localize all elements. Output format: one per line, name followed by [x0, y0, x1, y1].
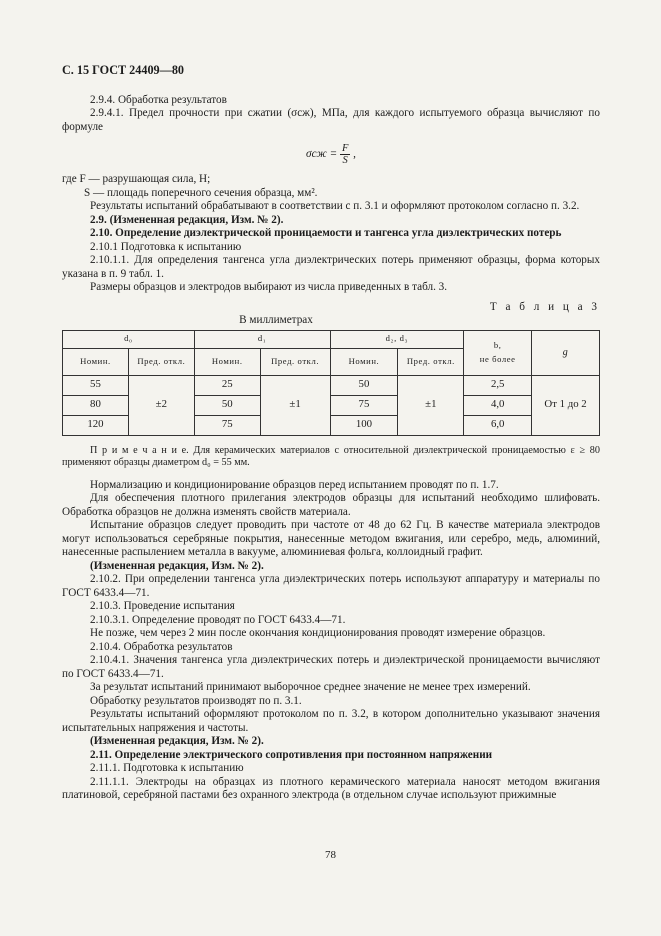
paragraph: 2.11.1.1. Электроды на образцах из плотного керамического материала наносят методом вжигания платиновой, серебряной пастами без охранного электрода (в отдельном случае используют прижимные	[62, 775, 600, 801]
section-2-10-cont	[62, 479, 600, 803]
paragraph: Испытание образцов следует проводить при частоте от 48 до 62 Гц. В качестве материала электродов могут использоваться серебряные покрытия, нанесенные методом вжигания, или серебро, медь, алюминий, нанесенные распылением металла в вакууме, алюминиевая фольга, коллоидный графит.	[62, 519, 600, 558]
formula-lhs: σсж =	[306, 148, 340, 161]
table-cell: ±1	[260, 375, 330, 435]
sub-nominal: Номин.	[194, 348, 260, 375]
table-cell: 4,0	[464, 395, 532, 415]
formula-denominator: S	[342, 155, 348, 166]
sub-nominal: Номин.	[330, 348, 398, 375]
table-cell: 50	[194, 395, 260, 415]
col-d0: d₀	[63, 330, 195, 348]
paragraph: Результаты испытаний обрабатывают в соответствии с п. 3.1 и оформляют протоколом согласно п. 3.2.	[90, 200, 580, 212]
paragraph: 2.10.1 Подготовка к испытанию	[90, 240, 242, 253]
section-2-9-4	[62, 94, 600, 135]
col-d2-d3: d₂, d₃	[330, 330, 464, 348]
section-2-10	[62, 200, 600, 295]
paragraph: 2.10.3. Проведение испытания	[90, 600, 235, 612]
paragraph: (Измененная редакция, Изм. № 2).	[90, 559, 264, 572]
paragraph: Нормализацию и кондиционирование образцов перед испытанием проводят по п. 1.7.	[90, 478, 499, 491]
table-note	[62, 445, 600, 470]
table-caption: Т а б л и ц а 3	[489, 300, 600, 313]
formula-fraction	[340, 143, 350, 166]
formula-tail: ,	[353, 148, 356, 161]
paragraph: 2.9. (Измененная редакция, Изм. № 2).	[90, 213, 284, 226]
paragraph: Не позже, чем через 2 мин после окончания кондиционирования проводят измерение образцов.	[90, 627, 546, 639]
table-units: В миллиметрах	[239, 314, 313, 326]
paragraph: 2.9.4. Обработка результатов	[90, 93, 227, 106]
formula-numerator: F	[341, 143, 349, 154]
page-header: С. 15 ГОСТ 24409—80	[62, 63, 185, 77]
col-g: g	[532, 330, 600, 375]
paragraph: 2.10. Определение диэлектрической проницаемости и тангенса угла диэлектрических потерь	[90, 227, 562, 239]
table-3	[62, 330, 600, 436]
table-cell: 100	[330, 415, 398, 435]
paragraph: Размеры образцов и электродов выбирают из числа приведенных в табл. 3.	[90, 281, 448, 293]
table-cell: 75	[330, 395, 398, 415]
formula	[62, 143, 600, 166]
sub-tolerance: Пред. откл.	[260, 348, 330, 375]
paragraph: Для обеспечения плотного прилегания электродов образцы для испытаний необходимо шлифовать. Обработка образцов не должна изменять свойств материала.	[62, 492, 600, 518]
paragraph: 2.10.2. При определении тангенса угла диэлектрических потерь используют аппаратуру и материалы по ГОСТ 6433.4—71.	[62, 573, 600, 599]
table-cell: 25	[194, 375, 260, 395]
table-cell: 55	[63, 375, 129, 395]
paragraph: 2.10.1.1. Для определения тангенса угла диэлектрических потерь применяют образцы, форма которых указана в п. 9 табл. 1.	[62, 254, 600, 280]
paragraph: Результаты испытаний оформляют протоколом по п. 3.2, в котором дополнительно указывают значения испытательных напряжения и частоты.	[62, 708, 600, 734]
table-cell: 120	[63, 415, 129, 435]
paragraph: Обработку результатов производят по п. 3.1.	[90, 694, 302, 707]
paragraph: 2.11.1. Подготовка к испытанию	[90, 762, 244, 774]
where-line-1: где F — разрушающая сила, Н;	[62, 173, 211, 185]
table-cell: ±1	[398, 375, 464, 435]
sub-nominal: Номин.	[63, 348, 129, 375]
paragraph: 2.10.3.1. Определение проводят по ГОСТ 6433.4—71.	[90, 613, 346, 626]
col-b: b, не более	[464, 330, 532, 375]
sub-tolerance: Пред. откл.	[398, 348, 464, 375]
table-cell: ±2	[128, 375, 194, 435]
sub-tolerance: Пред. откл.	[128, 348, 194, 375]
table-cell: 6,0	[464, 415, 532, 435]
paragraph: За результат испытаний принимают выборочное среднее значение не менее трех измерений.	[90, 681, 531, 693]
table-cell: 80	[63, 395, 129, 415]
note-label: П р и м е ч а н и е.	[90, 444, 189, 456]
table-cell: От 1 до 2	[532, 375, 600, 435]
paragraph: 2.11. Определение электрического сопротивления при постоянном напряжении	[90, 748, 493, 761]
document-page	[62, 64, 600, 803]
paragraph: 2.9.4.1. Предел прочности при сжатии (σсж), МПа, для каждого испытуемого образца вычисляют по формуле	[62, 107, 600, 133]
where-line-2: S — площадь поперечного сечения образца, мм².	[84, 186, 318, 199]
table-cell: 2,5	[464, 375, 532, 395]
paragraph: (Измененная редакция, Изм. № 2).	[90, 735, 264, 747]
paragraph: 2.10.4. Обработка результатов	[90, 640, 233, 653]
note-text: Для керамических материалов с относительной диэлектрической проницаемостью ε ≥ 80 применяют образцы диаметром d₀ = 55 мм.	[62, 444, 600, 468]
col-d1: d₁	[194, 330, 330, 348]
paragraph: 2.10.4.1. Значения тангенса угла диэлектрических потерь и диэлектрической проницаемости вычисляют по ГОСТ 6433.4—71.	[62, 654, 600, 680]
table-cell: 50	[330, 375, 398, 395]
page-number: 78	[325, 849, 336, 861]
table-cell: 75	[194, 415, 260, 435]
